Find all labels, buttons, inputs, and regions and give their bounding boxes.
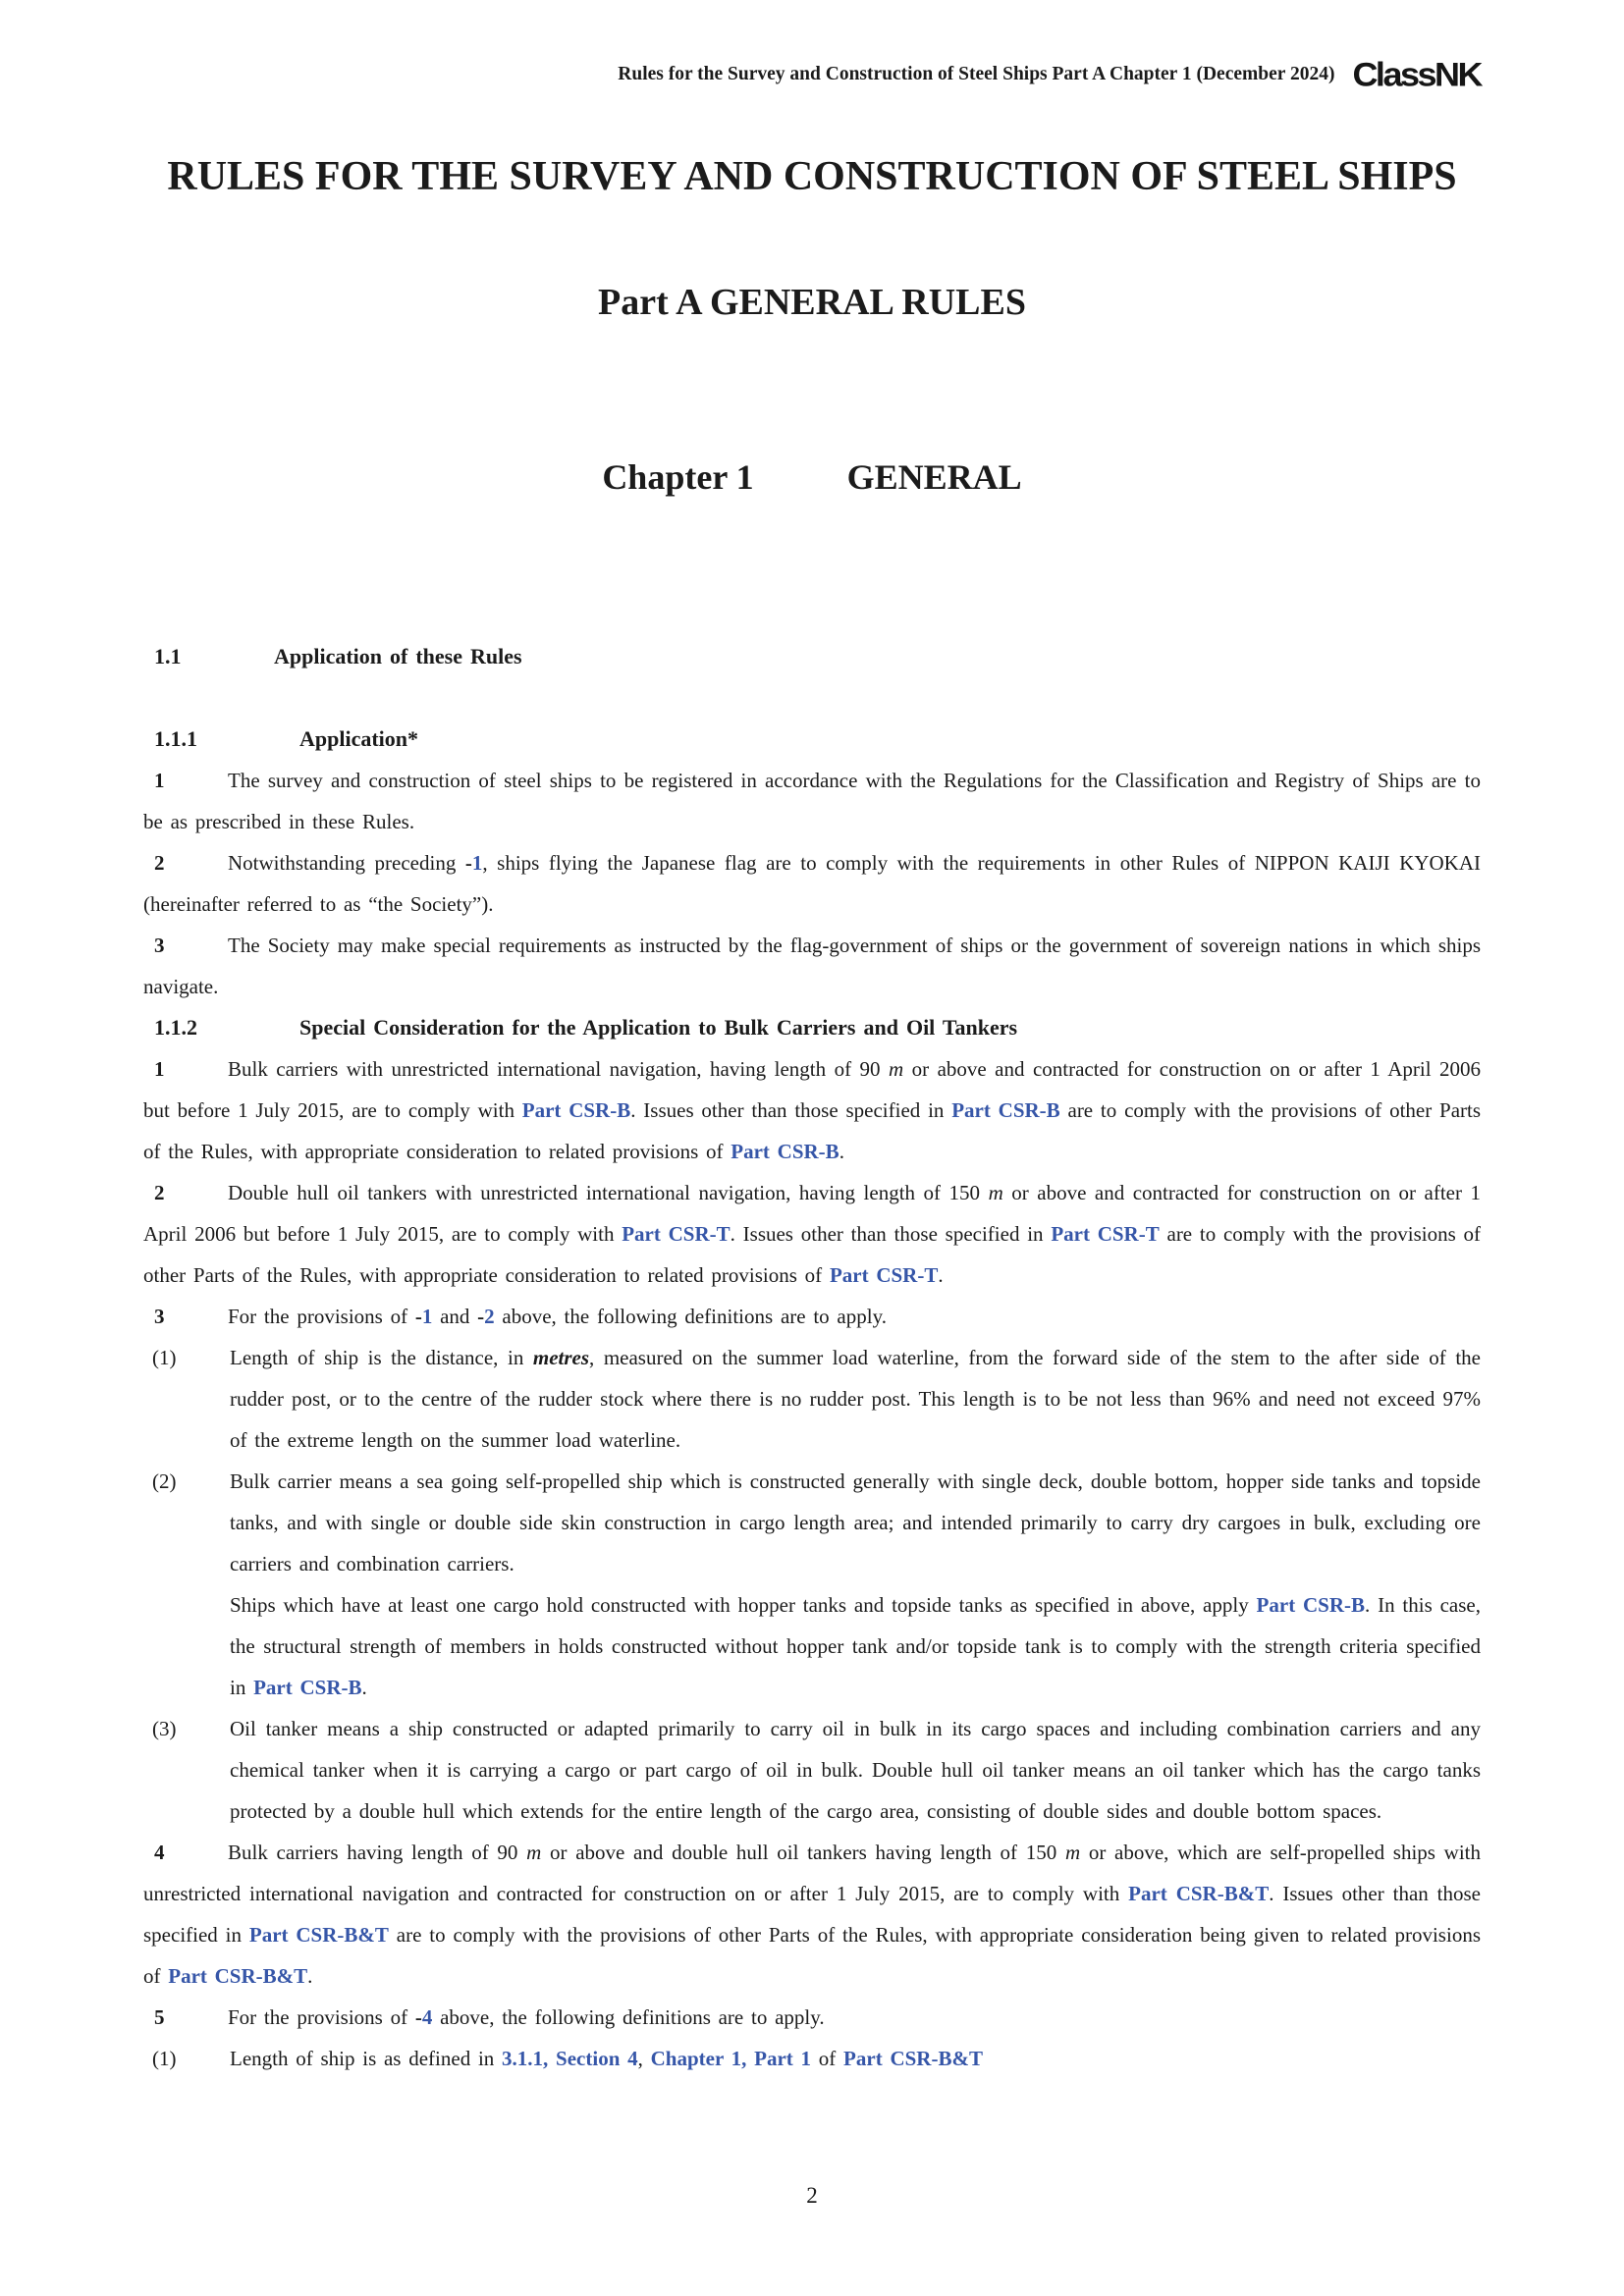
text-run: Notwithstanding preceding <box>228 851 465 875</box>
cross-reference-link[interactable]: 1 <box>471 851 483 875</box>
paragraph-number: 1 <box>154 769 165 792</box>
text-run: metres <box>532 1346 590 1369</box>
definition-item <box>143 1461 1481 1584</box>
item-marker: (3) <box>152 1717 177 1740</box>
paragraph-number: 2 <box>154 1181 165 1204</box>
text-run: . <box>839 1140 844 1163</box>
continuation-paragraph <box>143 1584 1481 1708</box>
text-run: Length of ship is as defined in <box>230 2047 503 2070</box>
cross-reference-link[interactable]: 4 <box>421 2005 433 2029</box>
text-run: above, the following definitions are to apply. <box>494 1305 887 1328</box>
heading-number: 1.1.2 <box>154 1015 197 1040</box>
text-run: . In this case, the structural strength of members in holds constructed without hopper tank and/or topside tank is to comply with the strength criteria specified in <box>230 1593 1481 1699</box>
chapter-heading <box>143 454 1481 501</box>
text-run: m <box>526 1841 542 1864</box>
document-title: RULES FOR THE SURVEY AND CONSTRUCTION OF STEEL SHIPS <box>167 154 1457 199</box>
cross-reference-link[interactable]: Part CSR-B&T <box>248 1923 389 1947</box>
text-run: , measured on the summer load waterline, from the forward side of the stem to the after side of the rudder post, or to the centre of the rudder stock where there is no rudder post. This length is to be not less than 96% and need not exceed 97% of the extreme length on the summer load waterline. <box>230 1346 1481 1452</box>
cross-reference-link[interactable]: 3.1.1, Section 4 <box>502 2047 638 2070</box>
section-heading <box>143 636 1481 677</box>
text-run: m <box>1064 1841 1081 1864</box>
cross-reference-link[interactable]: Chapter 1, Part 1 <box>650 2047 812 2070</box>
chapter-name: GENERAL <box>846 457 1022 497</box>
numbered-paragraph <box>143 760 1481 842</box>
subsection-heading <box>143 1007 1481 1048</box>
paragraph-number: 1 <box>154 1057 165 1081</box>
text-run: or above and double hull oil tankers having length of 150 <box>541 1841 1065 1864</box>
cross-reference-link[interactable]: 1 <box>421 1305 433 1328</box>
cross-reference-link[interactable]: Part CSR-B <box>521 1098 631 1122</box>
numbered-paragraph <box>143 1832 1481 1997</box>
definition-item <box>143 2038 1481 2079</box>
text-run: . Issues other than those specified in <box>630 1098 952 1122</box>
text-run: Oil tanker means a ship constructed or adapted primarily to carry oil in bulk in its cargo spaces and including combination carriers and any chemical tanker when it is carrying a cargo or part cargo of oil in bulk. Double hull oil tanker means an oil tanker which has the cargo tanks protected by a double hull which extends for the entire length of the cargo area, consisting of double sides and double bottom spaces. <box>230 1717 1481 1823</box>
paragraph-number: 2 <box>154 851 165 875</box>
text-run: above, the following definitions are to apply. <box>432 2005 825 2029</box>
numbered-paragraph <box>143 1296 1481 1337</box>
item-marker: (1) <box>152 2047 177 2070</box>
numbered-paragraph <box>143 1997 1481 2038</box>
text-run: , ships flying the Japanese flag are to comply with the requirements in other Rules of NIPPON KAIJI KYOKAI (hereinafter referred to as “the Society”). <box>143 851 1481 916</box>
text-run: Bulk carriers having length of 90 <box>228 1841 527 1864</box>
running-header: Rules for the Survey and Construction of Steel Ships Part A Chapter 1 (December 2024) <box>618 64 1335 84</box>
numbered-paragraph <box>143 1048 1481 1172</box>
cross-reference-link[interactable]: Part CSR-B&T <box>1128 1882 1270 1905</box>
text-run: or above and contracted for construction on or after 1 April 2006 but before 1 July 2015, are to comply with <box>143 1181 1482 1246</box>
cross-reference-link[interactable]: Part CSR-B <box>731 1140 839 1163</box>
text-run: of <box>811 2047 844 2070</box>
definition-item <box>143 1708 1481 1832</box>
cross-reference-link[interactable]: Part CSR-T <box>1051 1222 1160 1246</box>
heading-number: 1.1.1 <box>154 726 197 751</box>
text-run: - <box>414 1305 422 1328</box>
text-run: The Society may make special requirements as instructed by the flag-government of ships or the government of sovereign nations in which ships navigate. <box>143 934 1481 998</box>
text-run: Length of ship is the distance, in <box>230 1346 533 1369</box>
item-marker: (1) <box>152 1346 177 1369</box>
text-run: Bulk carrier means a sea going self-propelled ship which is constructed generally with single deck, double bottom, hopper side tanks and topside tanks, and with single or double side skin construction in cargo length area; and intended primarily to carry dry cargoes in bulk, excluding ore carriers and combination carriers. <box>230 1469 1481 1575</box>
cross-reference-link[interactable]: 2 <box>484 1305 495 1328</box>
cross-reference-link[interactable]: Part CSR-B&T <box>843 2047 983 2070</box>
text-run: Double hull oil tankers with unrestricted international navigation, having length of 150 <box>228 1181 989 1204</box>
numbered-paragraph <box>143 842 1481 925</box>
text-run: m <box>889 1057 904 1081</box>
text-run: or above, which are self-propelled ships with unrestricted international navigation and contracted for construction on or after 1 July 2015, are to comply with <box>143 1841 1481 1905</box>
text-run: . Issues other than those specified in <box>143 1882 1481 1947</box>
paragraph-number: 5 <box>154 2005 165 2029</box>
text-run: . Issues other than those specified in <box>730 1222 1052 1246</box>
text-run: m <box>988 1181 1003 1204</box>
page-header <box>143 53 1481 96</box>
heading-title: Application* <box>299 726 419 751</box>
item-marker: (2) <box>152 1469 177 1493</box>
text-run: . <box>938 1263 944 1287</box>
text-run: . <box>361 1676 367 1699</box>
text-run: Ships which have at least one cargo hold constructed with hopper tanks and topside tanks as specified in above, apply <box>230 1593 1257 1617</box>
numbered-paragraph <box>143 1172 1481 1296</box>
subsection-heading <box>143 719 1481 760</box>
chapter-label: Chapter 1 <box>602 457 754 497</box>
text-run: - <box>414 2005 422 2029</box>
text-run: Bulk carriers with unrestricted international navigation, having length of 90 <box>228 1057 889 1081</box>
text-run: or above and contracted for construction on or after 1 April 2006 but before 1 July 2015, are to comply with <box>143 1057 1481 1122</box>
text-run: , <box>637 2047 651 2070</box>
part-title: Part A GENERAL RULES <box>597 282 1027 323</box>
numbered-paragraph <box>143 925 1481 1007</box>
cross-reference-link[interactable]: Part CSR-B&T <box>168 1964 308 1988</box>
text-run: The survey and construction of steel ships to be registered in accordance with the Regulations for the Classification and Registry of Ships are to be as prescribed in these Rules. <box>143 769 1481 833</box>
text-run: are to comply with the provisions of other Parts of the Rules, with appropriate consideration to related provisions of <box>143 1098 1482 1163</box>
cross-reference-link[interactable]: Part CSR-B <box>253 1676 362 1699</box>
paragraph-number: 3 <box>154 934 165 957</box>
heading-number: 1.1 <box>154 644 182 668</box>
paragraph-number: 4 <box>154 1841 165 1864</box>
cross-reference-link[interactable]: Part CSR-T <box>829 1263 939 1287</box>
cross-reference-link[interactable]: Part CSR-B <box>951 1098 1060 1122</box>
definition-item <box>143 1337 1481 1461</box>
heading-title: Application of these Rules <box>274 644 522 668</box>
text-run: - <box>464 851 472 875</box>
text-run: - <box>477 1305 485 1328</box>
cross-reference-link[interactable]: Part CSR-B <box>1256 1593 1366 1617</box>
text-run: For the provisions of <box>228 2005 415 2029</box>
text-run: For the provisions of <box>228 1305 415 1328</box>
document-body <box>143 636 1481 2079</box>
page-number: 2 <box>806 2183 818 2208</box>
text-run: are to comply with the provisions of other Parts of the Rules, with appropriate consideration to related provisions of <box>143 1222 1482 1287</box>
classnk-logo: ClassNK <box>1352 55 1481 93</box>
text-run: are to comply with the provisions of other Parts of the Rules, with appropriate consideration being given to related provisions of <box>143 1923 1481 1988</box>
paragraph-number: 3 <box>154 1305 165 1328</box>
text-run: and <box>432 1305 478 1328</box>
cross-reference-link[interactable]: Part CSR-T <box>622 1222 731 1246</box>
text-run: . <box>307 1964 313 1988</box>
heading-title: Special Consideration for the Application to Bulk Carriers and Oil Tankers <box>299 1015 1018 1040</box>
